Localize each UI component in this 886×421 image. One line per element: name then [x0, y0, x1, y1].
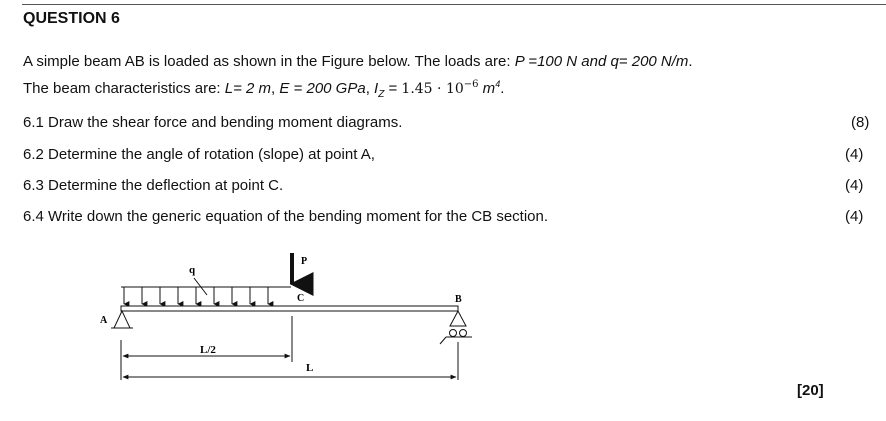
label-full-length: L: [306, 362, 314, 374]
marks-6-3: (4): [845, 177, 864, 194]
intro-end: .: [688, 53, 693, 70]
pin-support-a: [114, 311, 130, 328]
label-half-length: L/2: [200, 344, 216, 356]
distributed-load-arrows: [124, 287, 268, 304]
total-marks: [20]: [797, 382, 824, 399]
label-b: B: [455, 294, 462, 305]
label-a: A: [100, 315, 108, 326]
separator: ,: [365, 80, 375, 97]
beam: [121, 306, 458, 311]
marks-6-2: (4): [845, 146, 864, 163]
inertia-exponent: −6: [463, 79, 479, 90]
label-c: C: [297, 293, 305, 304]
intro-end: .: [500, 80, 505, 97]
question-6-4: 6.4 Write down the generic equation of the bending moment for the CB section.: [23, 208, 549, 225]
inertia-subscript: Z: [378, 89, 385, 100]
length-value: L= 2 m: [224, 80, 272, 97]
inertia-unit-exponent: 4: [495, 79, 501, 89]
question-title: QUESTION 6: [23, 10, 120, 27]
inertia-equals: =: [384, 80, 402, 97]
characteristics-text: The beam characteristics are:: [23, 80, 225, 97]
inertia-value: 1.45 · 10: [401, 81, 464, 97]
ground-extension-b: [440, 337, 446, 344]
separator: ,: [271, 80, 280, 97]
intro-text: A simple beam AB is loaded as shown in the Figure below. The loads are:: [23, 53, 515, 70]
inertia-label: I: [374, 80, 379, 97]
question-6-2: 6.2 Determine the angle of rotation (slope) at point A,: [23, 146, 375, 163]
modulus-value: E = 200 GPa: [279, 80, 366, 97]
inertia-unit: m: [478, 80, 496, 97]
loads-values: P =100 N and q= 200 N/m: [514, 53, 689, 70]
marks-6-1: (8): [851, 114, 870, 131]
label-p: P: [301, 256, 308, 267]
roller-wheel: [450, 330, 457, 337]
roller-support-b: [450, 311, 466, 326]
roller-wheel: [460, 330, 467, 337]
label-q: q: [189, 264, 196, 276]
question-6-1: 6.1 Draw the shear force and bending moment diagrams.: [23, 114, 403, 131]
question-6-3: 6.3 Determine the deflection at point C.: [23, 177, 284, 194]
marks-6-4: (4): [845, 208, 864, 225]
